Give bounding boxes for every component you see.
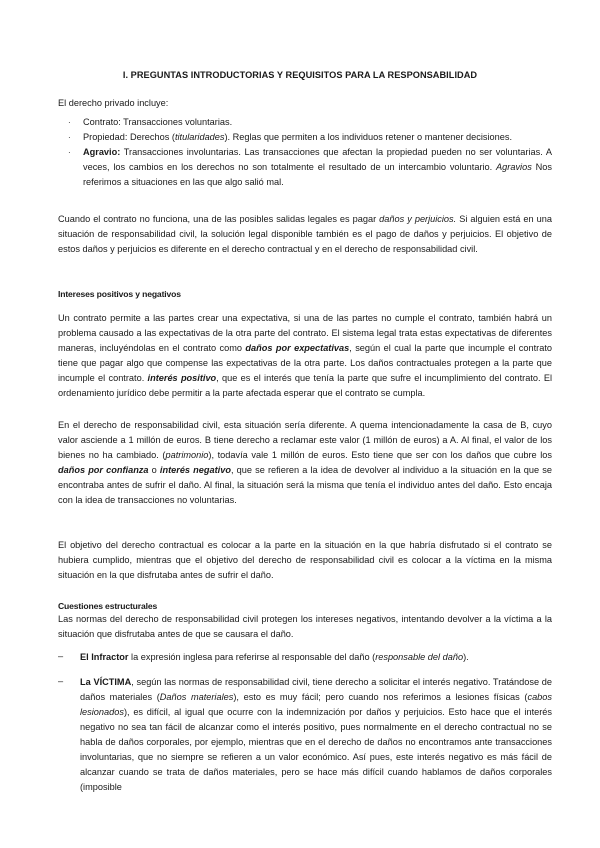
bullet-text: Derechos ( [127, 132, 175, 142]
intro-text: El derecho privado incluye: [58, 98, 169, 108]
bullet-icon: · [68, 118, 71, 127]
text-italic: responsable del daño [375, 652, 464, 662]
dash-list [58, 650, 552, 795]
bullet-tail: ). Reglas que permiten a los individuos retener o mantener decisiones. [224, 132, 513, 142]
bullet-icon: · [68, 148, 71, 157]
text-italic: Daños materiales [159, 692, 234, 702]
text-run: , que es el interés que tenía la parte que sufre el incumplimiento del contrato. El ordenamiento jurídico debe permitir a la parte afectada esperar que el contrato se cumpla. [58, 373, 552, 398]
section-title: I. PREGUNTAS INTRODUCTORIAS Y REQUISITOS PARA LA RESPONSABILIDAD [122, 70, 478, 80]
text-run: Cuando el contrato no funciona, una de las posibles salidas legales es pagar [58, 214, 380, 224]
list-item [68, 115, 552, 130]
list-item [68, 130, 552, 145]
text-bold-italic: interés negativo [159, 465, 231, 475]
text-run: ), todavía vale 1 millón de euros. Esto tiene que ser con los daños que cubre los [208, 450, 552, 460]
bullet-tail: Nos referimos a situaciones en las que algo salió mal. [83, 162, 552, 187]
bullet-list [68, 115, 552, 190]
paragraph-expectations [58, 311, 552, 401]
text-run: , según las normas de responsabilidad civil, tiene derecho a solicitar el interés negativo. Tratándose de daños materiales ( [80, 677, 552, 702]
bullet-label: Contrato: [83, 117, 121, 127]
bullet-text: Transacciones involuntarias. Las transacciones que afectan la propiedad pueden no ser voluntarias. A veces, los cambios en los derechos no son totalmente el resultado de un intercambio voluntario. [83, 147, 552, 172]
dash-icon: ‒ [58, 676, 64, 686]
text-run: Si alguien está en una situación de responsabilidad civil, la solución legal disponible también es el pago de daños y perjuicios. El objetivo de estos daños y perjuicios es diferente en el derecho contractual y en el derecho de responsabilidad civil. [58, 214, 553, 254]
bullet-italic: titularidades [174, 132, 225, 142]
paragraph-damages [58, 212, 552, 257]
dash-label: La VÍCTIMA [80, 677, 132, 687]
list-item [58, 650, 552, 665]
bullet-label: Agravio: [83, 147, 121, 157]
dash-label: El Infractor [80, 652, 129, 662]
text-bold-italic: daños por expectativas [245, 343, 350, 353]
paragraph-civil-liability [58, 418, 552, 508]
paragraph-structural: Las normas del derecho de responsabilidad civil protegen los intereses negativos, intentando devolver a la víctima a la situación que disfrutaba antes de que se causara el daño. [58, 614, 552, 639]
list-item [58, 675, 552, 795]
bullet-text: Transacciones voluntarias. [120, 117, 233, 127]
text-run: En el derecho de responsabilidad civil, esta situación sería diferente. A quema intencionadamente la casa de B, cuyo valor asciende a 1 millón de euros. B tiene derecho a reclamar este valor (1 millón de euros) a A. Al final, el valor de los bienes no ha cambiado. ( [58, 420, 552, 460]
text-run: o [148, 465, 160, 475]
text-run: , según el cual la parte que incumple el contrato tiene que pagar algo que compense las expectativas de la otra parte. Los daños contractuales protegen a la parte que incumple el contrato. [58, 343, 552, 383]
bullet-label: Propiedad: [83, 132, 128, 142]
text-run: la expresión inglesa para referirse al responsable del daño ( [128, 652, 376, 662]
text-italic: patrimonio [165, 450, 209, 460]
heading-cuestiones: Cuestiones estructurales [58, 601, 158, 611]
text-bold-italic: daños por confianza [58, 465, 149, 475]
text-run: ), es difícil, al igual que ocurre con la indemnización por daños y perjuicios. Esto hace que el interés negativo no sea tan fácil de alcanzar como el interés positivo, pues normalmente en el derecho contractual no se habla de daños corporales, por ejemplo, mientras que en el derecho de daños no encontramos ante transacciones involuntarias, que no siempre se refieren a un valor económico. Así pues, este interés negativo es más fácil de alcanzar cuando se trata de daños materiales, pero se hace más difícil cuando hablamos de daños corporales (imposible [80, 707, 552, 792]
text-run: Un contrato permite a las partes crear una expectativa, si una de las partes no cumple el contrato, también habrá un problema causado a las expectativas de la otra parte del contrato. El sistema legal trata estas expectativas de diferentes maneras, incluyéndolas en el contrato como [58, 313, 552, 353]
text-italic: daños y perjuicios. [379, 214, 457, 224]
text-bold-italic: interés positivo [147, 373, 217, 383]
list-item [68, 145, 552, 190]
bullet-italic: Agravios [496, 162, 532, 172]
paragraph-objective: El objetivo del derecho contractual es colocar a la parte en la situación en la que habría disfrutado si el contrato se hubiera cumplido, mientras que el objetivo del derecho de responsabilidad civil es colocar a la víctima en la misma situación en la que disfrutaba antes de sufrir el daño. [58, 540, 552, 580]
text-run: , que se refieren a la idea de devolver al individuo a la situación en la que se encontraba antes de sufrir el daño. Al final, la situación será la misma que tenía el individuo antes del daño. Esto encaja con la idea de transacciones no voluntarias. [58, 465, 552, 505]
text-italic: cabos lesionados [80, 692, 552, 717]
dash-icon: ‒ [58, 651, 64, 661]
text-run: ), esto es muy fácil; pero cuando nos referimos a lesiones físicas ( [233, 692, 528, 702]
heading-intereses: Intereses positivos y negativos [58, 289, 181, 299]
text-run: ). [463, 652, 469, 662]
bullet-icon: · [68, 133, 71, 142]
